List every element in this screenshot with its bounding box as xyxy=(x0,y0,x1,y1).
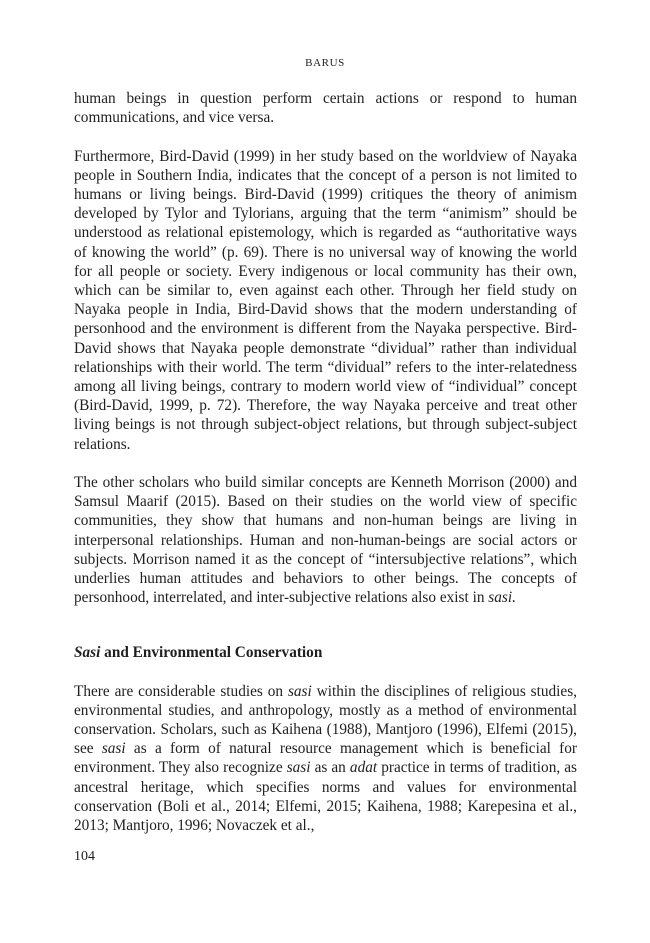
paragraph-4-italic: sasi xyxy=(286,759,311,777)
paragraph-4-italic: sasi xyxy=(287,682,312,700)
section-heading xyxy=(74,643,577,662)
section-heading-text: and Environmental Conservation xyxy=(100,644,323,662)
paragraph-2: Furthermore, Bird-David (1999) in her study based on the worldview of Nayaka people in Southern India, indicates that the concept of a person is not limited to humans or living beings. Bird-David (1999) critiques the theory of animism developed by Tylor and Tylorians, arguing that the term “animism” should be understood as relational epistemology, which is regarded as “authoritative ways of knowing the world” (p. 69). There is no universal way of knowing the world for all people or society. Every indigenous or local community has their own, which can be similar to, even against each other. Through her field study on Nayaka people in India, Bird-David shows that the modern understanding of personhood and the environment is different from the Nayaka perspective. Bird-David shows that Nayaka people demonstrate “dividual” rather than individual relationships with their world. The term “dividual” refers to the inter-relatedness among all living beings, contrary to modern world view of “individual” concept (Bird-David, 1999, p. 72). Therefore, the way Nayaka perceive and treat other living beings is not through subject-object relations, but through subject-subject relations. xyxy=(74,147,577,453)
paragraph-1: human beings in question perform certain actions or respond to human communications, and vice versa. xyxy=(74,90,577,127)
paragraph-4-part: as an xyxy=(310,759,350,777)
paragraph-4 xyxy=(74,682,577,836)
paragraph-4-part: practice in terms of tradition, as ancestral heritage, which specifies norms and values for environmental conservation (Boli et al., 2014; Elfemi, 2015; Kaihena, 1988; Karepesina et al., 2013; Mantjoro, 1996; Novaczek et al., xyxy=(74,759,577,835)
paragraph-3-text: The other scholars who build similar concepts are Kenneth Morrison (2000) and Samsul Maarif (2015). Based on their studies on the world view of specific communities, they show that humans and non-human beings are living in interpersonal relationships. Human and non-human-beings are social actors or subjects. Morrison named it as the concept of “intersubjective relations”, which underlies human attitudes and behaviors to other beings. The concepts of personhood, interrelated, and inter-subjective relations also exist in xyxy=(74,474,577,607)
body-text xyxy=(74,89,577,835)
section-heading-italic: Sasi xyxy=(74,644,101,662)
running-head: BARUS xyxy=(305,57,345,69)
paragraph-4-part: as a form of natural resource management which is beneficial for environment. They also recognize xyxy=(74,740,577,777)
paragraph-4-italic: sasi xyxy=(101,740,126,758)
paragraph-3 xyxy=(74,473,577,607)
paragraph-3-italic: sasi. xyxy=(488,589,516,607)
paragraph-4-part: There are considerable studies on xyxy=(74,682,288,700)
page-number: 104 xyxy=(74,849,95,864)
paragraph-4-part: within the disciplines of religious studies, environmental studies, and anthropology, mostly as a method of environmental conservation. Scholars, such as Kaihena (1988), Mantjoro (1996), Elfemi (2015), see xyxy=(74,682,577,758)
paragraph-4-italic: adat xyxy=(349,759,378,777)
